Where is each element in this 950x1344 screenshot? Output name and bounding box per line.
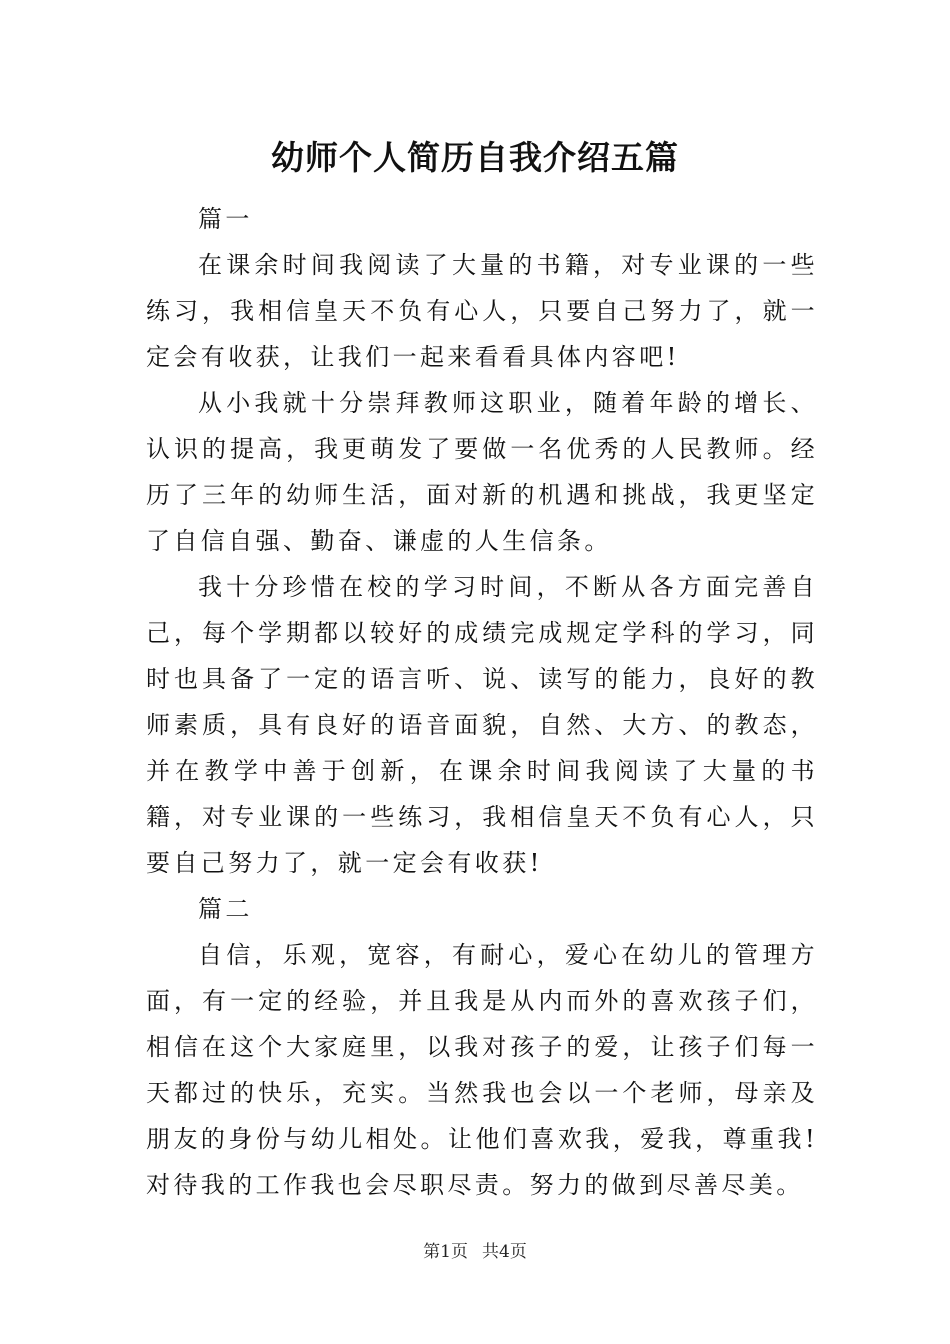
page-number: 第1页 [423,1242,468,1262]
paragraph-1-1: 在课余时间我阅读了大量的书籍，对专业课的一些练习，我相信皇天不负有心人，只要自己努力了，就一定会有收获，让我们一起来看看具体内容吧! [146,251,818,371]
paragraph-1-2: 从小我就十分崇拜教师这职业，随着年龄的增长、认识的提高，我更萌发了要做一名优秀的人民教师。经历了三年的幼师生活，面对新的机遇和挑战，我更坚定了自信自强、勤奋、谦虚的人生信条。 [146,389,818,555]
page-footer [0,1240,950,1264]
document-body [146,196,818,1208]
page-total: 共4页 [482,1242,527,1262]
document-title: 幼师个人简历自我介绍五篇 [271,138,679,177]
paragraph-2-1: 自信，乐观，宽容，有耐心，爱心在幼儿的管理方面，有一定的经验，并且我是从内而外的喜欢孩子们，相信在这个大家庭里，以我对孩子的爱，让孩子们每一天都过的快乐，充实。当然我也会以一个老师，母亲及朋友的身份与幼儿相处。让他们喜欢我，爱我，尊重我!对待我的工作我也会尽职尽责。努力的做到尽善尽美。 [146,941,818,1199]
section-heading-2: 篇二 [198,895,253,923]
section-heading-1: 篇一 [198,205,253,233]
paragraph-1-3: 我十分珍惜在校的学习时间，不断从各方面完善自己，每个学期都以较好的成绩完成规定学科的学习，同时也具备了一定的语言听、说、读写的能力，良好的教师素质，具有良好的语音面貌，自然、大方、的教态，并在教学中善于创新，在课余时间我阅读了大量的书籍，对专业课的一些练习，我相信皇天不负有心人，只要自己努力了，就一定会有收获! [146,573,818,877]
